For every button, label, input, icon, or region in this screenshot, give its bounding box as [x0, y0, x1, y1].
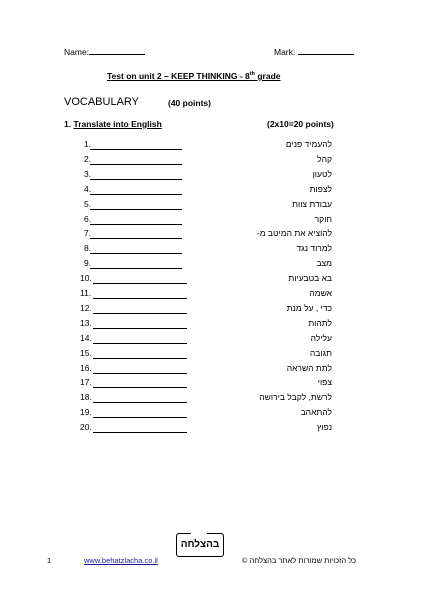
answer-blank[interactable]	[93, 394, 187, 403]
item-number: 19.	[80, 407, 92, 418]
test-title-sup: th	[249, 71, 255, 78]
answer-blank[interactable]	[90, 141, 182, 150]
item-number: 7.	[84, 228, 92, 239]
item-number: 1.	[84, 139, 92, 149]
task-number: 1.	[64, 119, 72, 129]
answer-blank[interactable]	[93, 379, 187, 388]
hebrew-word: צפוי	[317, 377, 332, 388]
answer-blank[interactable]	[93, 290, 187, 299]
answer-blank[interactable]	[93, 305, 187, 314]
hebrew-word: לרשת, לקבל בירושה	[259, 392, 332, 403]
item-number: 6.	[84, 213, 92, 224]
hebrew-word: לתת השראה	[286, 362, 332, 373]
hebrew-word: מצב	[316, 258, 332, 269]
item-number: 4.	[84, 183, 92, 194]
hebrew-word: להעמיד פנים	[285, 139, 332, 149]
answer-blank[interactable]	[93, 335, 187, 344]
item-number: 10.	[80, 273, 92, 284]
logo-text: בהצלחה	[176, 533, 224, 557]
footer-copyright: כל הזכויות שמורות לאתר בהצלחה ©	[241, 556, 356, 565]
item-number: 15.	[80, 347, 92, 358]
answer-blank[interactable]	[93, 275, 187, 284]
answer-blank[interactable]	[90, 230, 182, 239]
answer-blank[interactable]	[90, 186, 182, 195]
item-number: 11.	[80, 288, 92, 298]
hebrew-word: לתהות	[308, 317, 332, 328]
section-heading: VOCABULARY	[64, 96, 139, 108]
answer-blank[interactable]	[90, 171, 182, 180]
task-points: (2x10=20 points)	[267, 119, 334, 129]
item-number: 9.	[84, 258, 92, 269]
mark-field	[274, 46, 354, 57]
hebrew-word: למרוד נגד	[296, 243, 332, 254]
task-label: Translate into English	[73, 119, 162, 129]
behatzlacha-logo	[174, 527, 226, 563]
answer-blank[interactable]	[93, 365, 187, 374]
test-title	[107, 71, 281, 81]
answer-blank[interactable]	[90, 260, 182, 269]
hebrew-word: לצפות	[309, 183, 332, 194]
mark-blank	[298, 46, 354, 55]
item-number: 18.	[80, 392, 92, 403]
hebrew-word: לטעון	[312, 168, 332, 179]
item-number: 16.	[80, 362, 92, 373]
hebrew-word: עלילה	[310, 332, 332, 343]
answer-blank[interactable]	[93, 409, 187, 418]
hebrew-word: להוציא את המיטב מ-	[256, 228, 332, 239]
page-number: 1	[47, 556, 52, 565]
item-number: 3.	[84, 168, 92, 179]
hebrew-word: עבודת צוות	[292, 198, 332, 209]
item-number: 12.	[80, 302, 92, 313]
name-blank	[89, 46, 145, 55]
item-number: 2.	[84, 153, 92, 164]
task-heading	[64, 119, 162, 129]
hebrew-word: כדי , על מנת	[286, 302, 332, 313]
item-number: 13.	[80, 317, 92, 328]
name-label: Name:	[64, 47, 90, 57]
answer-blank[interactable]	[90, 201, 182, 210]
answer-blank[interactable]	[90, 156, 182, 165]
answer-blank[interactable]	[93, 350, 187, 359]
hebrew-word: בא בטבעיות	[288, 273, 332, 284]
name-field	[64, 46, 145, 57]
item-number: 17.	[80, 377, 92, 388]
section-points: (40 points)	[168, 98, 211, 108]
hebrew-word: נפוץ	[317, 422, 332, 433]
item-number: 20.	[80, 422, 92, 433]
footer-link[interactable]: www.behatzlacha.co.il	[84, 556, 158, 565]
hebrew-word: תגובה	[309, 347, 332, 358]
hebrew-word: קהל	[317, 153, 332, 164]
item-number: 5.	[84, 198, 92, 209]
item-number: 8.	[84, 243, 92, 254]
answer-blank[interactable]	[90, 216, 182, 225]
answer-blank[interactable]	[93, 320, 187, 329]
test-title-tail: grade	[255, 71, 281, 81]
test-title-text: Test on unit 2 – KEEP THINKING - 8	[107, 71, 250, 81]
hebrew-word: חוקר	[314, 213, 332, 224]
answer-blank[interactable]	[90, 245, 182, 254]
mark-label: Mark:	[274, 47, 296, 57]
item-number: 14.	[80, 332, 92, 343]
logo-notch	[191, 527, 207, 537]
hebrew-word: להתאהב	[300, 407, 332, 418]
hebrew-word: אשמה	[309, 288, 332, 298]
answer-blank[interactable]	[93, 424, 187, 433]
